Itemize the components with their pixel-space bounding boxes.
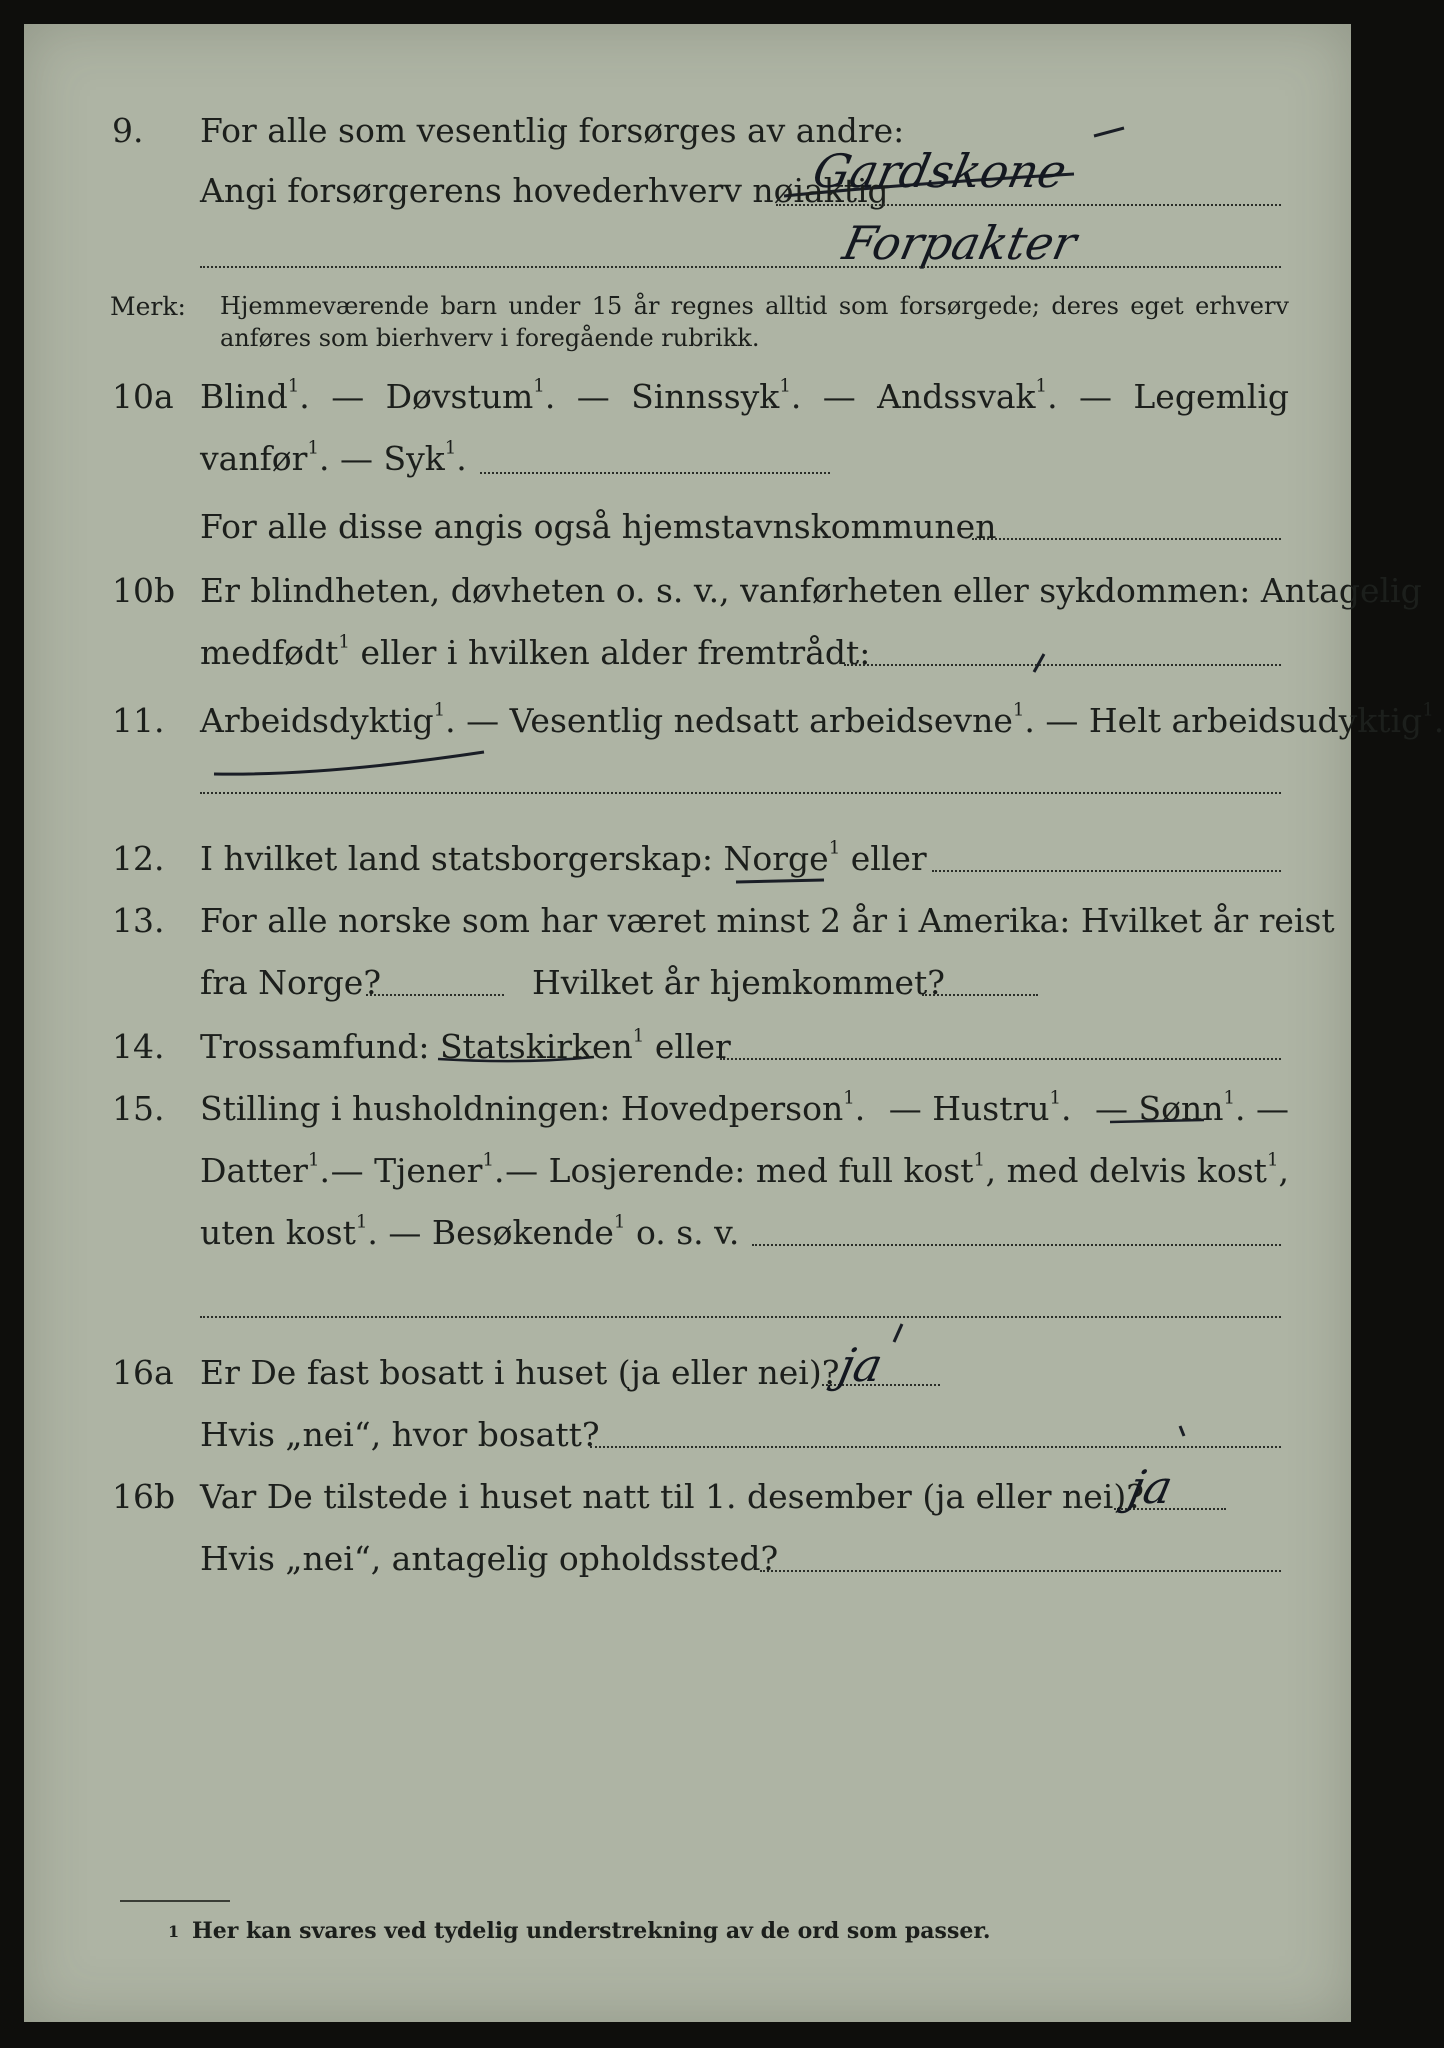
- option-sonn[interactable]: — Sønn$^1$. —: [1094, 1087, 1289, 1128]
- question-number: 10a: [112, 377, 174, 416]
- q15-line-2: [200, 1149, 1289, 1190]
- answer-line[interactable]: [752, 1244, 1281, 1246]
- option-full-kost[interactable]: — Losjerende: med full kost$^1$: [505, 1149, 986, 1190]
- merk-text-1: Hjemmeværende barn under 15 år regnes alltid som forsørgede; deres eget erhverv: [220, 292, 1289, 320]
- q16a-prompt: Hvis „nei“, hvor bosatt?: [200, 1415, 600, 1454]
- q9-prompt: Angi forsørgerens hovederhverv nøiaktig: [200, 171, 889, 210]
- question-number: 14.: [112, 1027, 165, 1066]
- option-datter[interactable]: Datter$^1$.: [200, 1149, 331, 1190]
- dash: —: [822, 377, 856, 416]
- dash: —: [576, 377, 610, 416]
- handwritten-answer-16a: ja: [834, 1338, 888, 1392]
- q16b-question: Var De tilstede i huset natt til 1. desember (ja eller nei)?: [200, 1477, 1144, 1516]
- answer-line[interactable]: [480, 472, 830, 474]
- q13-question: For alle norske som har været minst 2 år i Amerika: Hvilket år reist: [200, 901, 1335, 940]
- merk-text-2: anføres som bierhverv i foregående rubrikk.: [220, 324, 760, 352]
- osv-label: o. s. v.: [635, 1213, 740, 1252]
- q10a-prompt: For alle disse angis også hjemstavnskommunen: [200, 507, 997, 546]
- q16a-question: Er De fast bosatt i huset (ja eller nei)?: [200, 1353, 840, 1392]
- question-number: 16a: [112, 1353, 174, 1392]
- footnote-mark: 1: [168, 1922, 180, 1941]
- q9-question: For alle som vesentlig forsørges av andre:: [200, 111, 905, 150]
- question-number: 13.: [112, 901, 165, 940]
- handwritten-answer-occupation: Gardskone: [808, 144, 1072, 198]
- underline-stroke-arbeidsdyktig: [214, 752, 484, 774]
- option-arbeidsdyktig[interactable]: Arbeidsdyktig$^1$.: [200, 699, 456, 740]
- answer-line[interactable]: [720, 1058, 1281, 1060]
- dash-stroke: [1094, 128, 1124, 136]
- option-tjener[interactable]: — Tjener$^1$.: [330, 1149, 505, 1190]
- option-delvis-kost[interactable]: , med delvis kost$^1$,: [985, 1149, 1289, 1190]
- option-dovstum[interactable]: Døvstum$^1$.: [385, 375, 556, 416]
- dash: —: [1078, 377, 1112, 416]
- option-udyktig[interactable]: — Helt arbeidsudyktig$^1$.: [1045, 699, 1444, 740]
- q12-prompt: I hvilket land statsborgerskap:: [200, 839, 714, 878]
- option-statskirken[interactable]: Statskirken$^1$: [439, 1025, 645, 1066]
- option-hovedperson[interactable]: Stilling i husholdningen: Hovedperson$^1$.: [200, 1087, 866, 1128]
- answer-line-hjemkommet[interactable]: [922, 994, 1038, 996]
- footnote-text: Her kan svares ved tydelig understrekning av de ord som passer.: [192, 1918, 991, 1944]
- question-number: 16b: [112, 1477, 176, 1516]
- answer-line[interactable]: [760, 1570, 1281, 1572]
- question-number: 15.: [112, 1089, 165, 1128]
- answer-line[interactable]: [844, 664, 1281, 666]
- question-number: 12.: [112, 839, 165, 878]
- option-syk[interactable]: — Syk$^1$.: [339, 437, 467, 478]
- q13-prompt-reist: fra Norge?: [200, 963, 382, 1002]
- tick-stroke-16a: [894, 1324, 902, 1342]
- q10b-question: Er blindheten, døvheten o. s. v., vanførheten eller sykdommen: Antagelig: [200, 571, 1422, 610]
- option-sinnssyk[interactable]: Sinnssyk$^1$.: [631, 375, 802, 416]
- question-number: 10b: [112, 571, 176, 610]
- option-blind[interactable]: Blind$^1$.: [200, 375, 310, 416]
- footnote-rule: [120, 1900, 230, 1902]
- option-hustru[interactable]: — Hustru$^1$.: [888, 1087, 1072, 1128]
- q11-options: [200, 699, 1444, 740]
- option-nedsatt[interactable]: — Vesentlig nedsatt arbeidsevne$^1$.: [466, 699, 1035, 740]
- q14-prompt: Trossamfund:: [200, 1027, 430, 1066]
- answer-line[interactable]: [200, 792, 1281, 794]
- answer-line[interactable]: [776, 204, 1281, 206]
- answer-line[interactable]: [200, 266, 1281, 268]
- option-medfodt[interactable]: medfødt$^1$: [200, 631, 350, 672]
- option-uten-kost[interactable]: uten kost$^1$.: [200, 1211, 378, 1252]
- underline-stroke-norge: [736, 880, 824, 882]
- option-vanfor[interactable]: vanfør$^1$.: [200, 437, 330, 478]
- handwritten-answer-occupation-2: Forpakter: [838, 216, 1082, 270]
- answer-line-reist[interactable]: [366, 994, 504, 996]
- question-number: 11.: [112, 701, 165, 740]
- tick-stroke-16b: [1180, 1426, 1184, 1436]
- q15-line-1: [200, 1087, 1289, 1128]
- answer-line[interactable]: [590, 1446, 1281, 1448]
- option-norge[interactable]: Norge$^1$: [723, 837, 841, 878]
- option-andssvak[interactable]: Andssvak$^1$.: [877, 375, 1058, 416]
- handwritten-answer-16b: ja: [1124, 1460, 1178, 1514]
- option-legemlig[interactable]: Legemlig: [1133, 377, 1289, 416]
- q12-question: [200, 837, 927, 878]
- q14-question: [200, 1025, 731, 1066]
- eller-label: eller: [654, 1027, 731, 1066]
- q10a-line-2: [200, 437, 467, 478]
- eller-label: eller: [850, 839, 927, 878]
- q10b-line-2: [200, 631, 871, 672]
- q16b-prompt: Hvis „nei“, antagelig opholdssted?: [200, 1539, 779, 1578]
- q13-prompt-hjemkommet: Hvilket år hjemkommet?: [532, 963, 945, 1002]
- question-number: 9.: [112, 111, 144, 150]
- option-besokende[interactable]: — Besøkende$^1$: [388, 1211, 626, 1252]
- answer-line[interactable]: [200, 1316, 1281, 1318]
- census-form-page: [24, 24, 1444, 2022]
- answer-line[interactable]: [932, 870, 1281, 872]
- dash: —: [331, 377, 365, 416]
- merk-label: Merk:: [110, 292, 186, 321]
- q10b-prompt: eller i hvilken alder fremtrådt:: [360, 633, 871, 672]
- q10a-options: [200, 375, 1289, 416]
- tick-stroke: [1034, 654, 1044, 672]
- answer-line[interactable]: [972, 538, 1281, 540]
- q15-line-3: [200, 1211, 740, 1252]
